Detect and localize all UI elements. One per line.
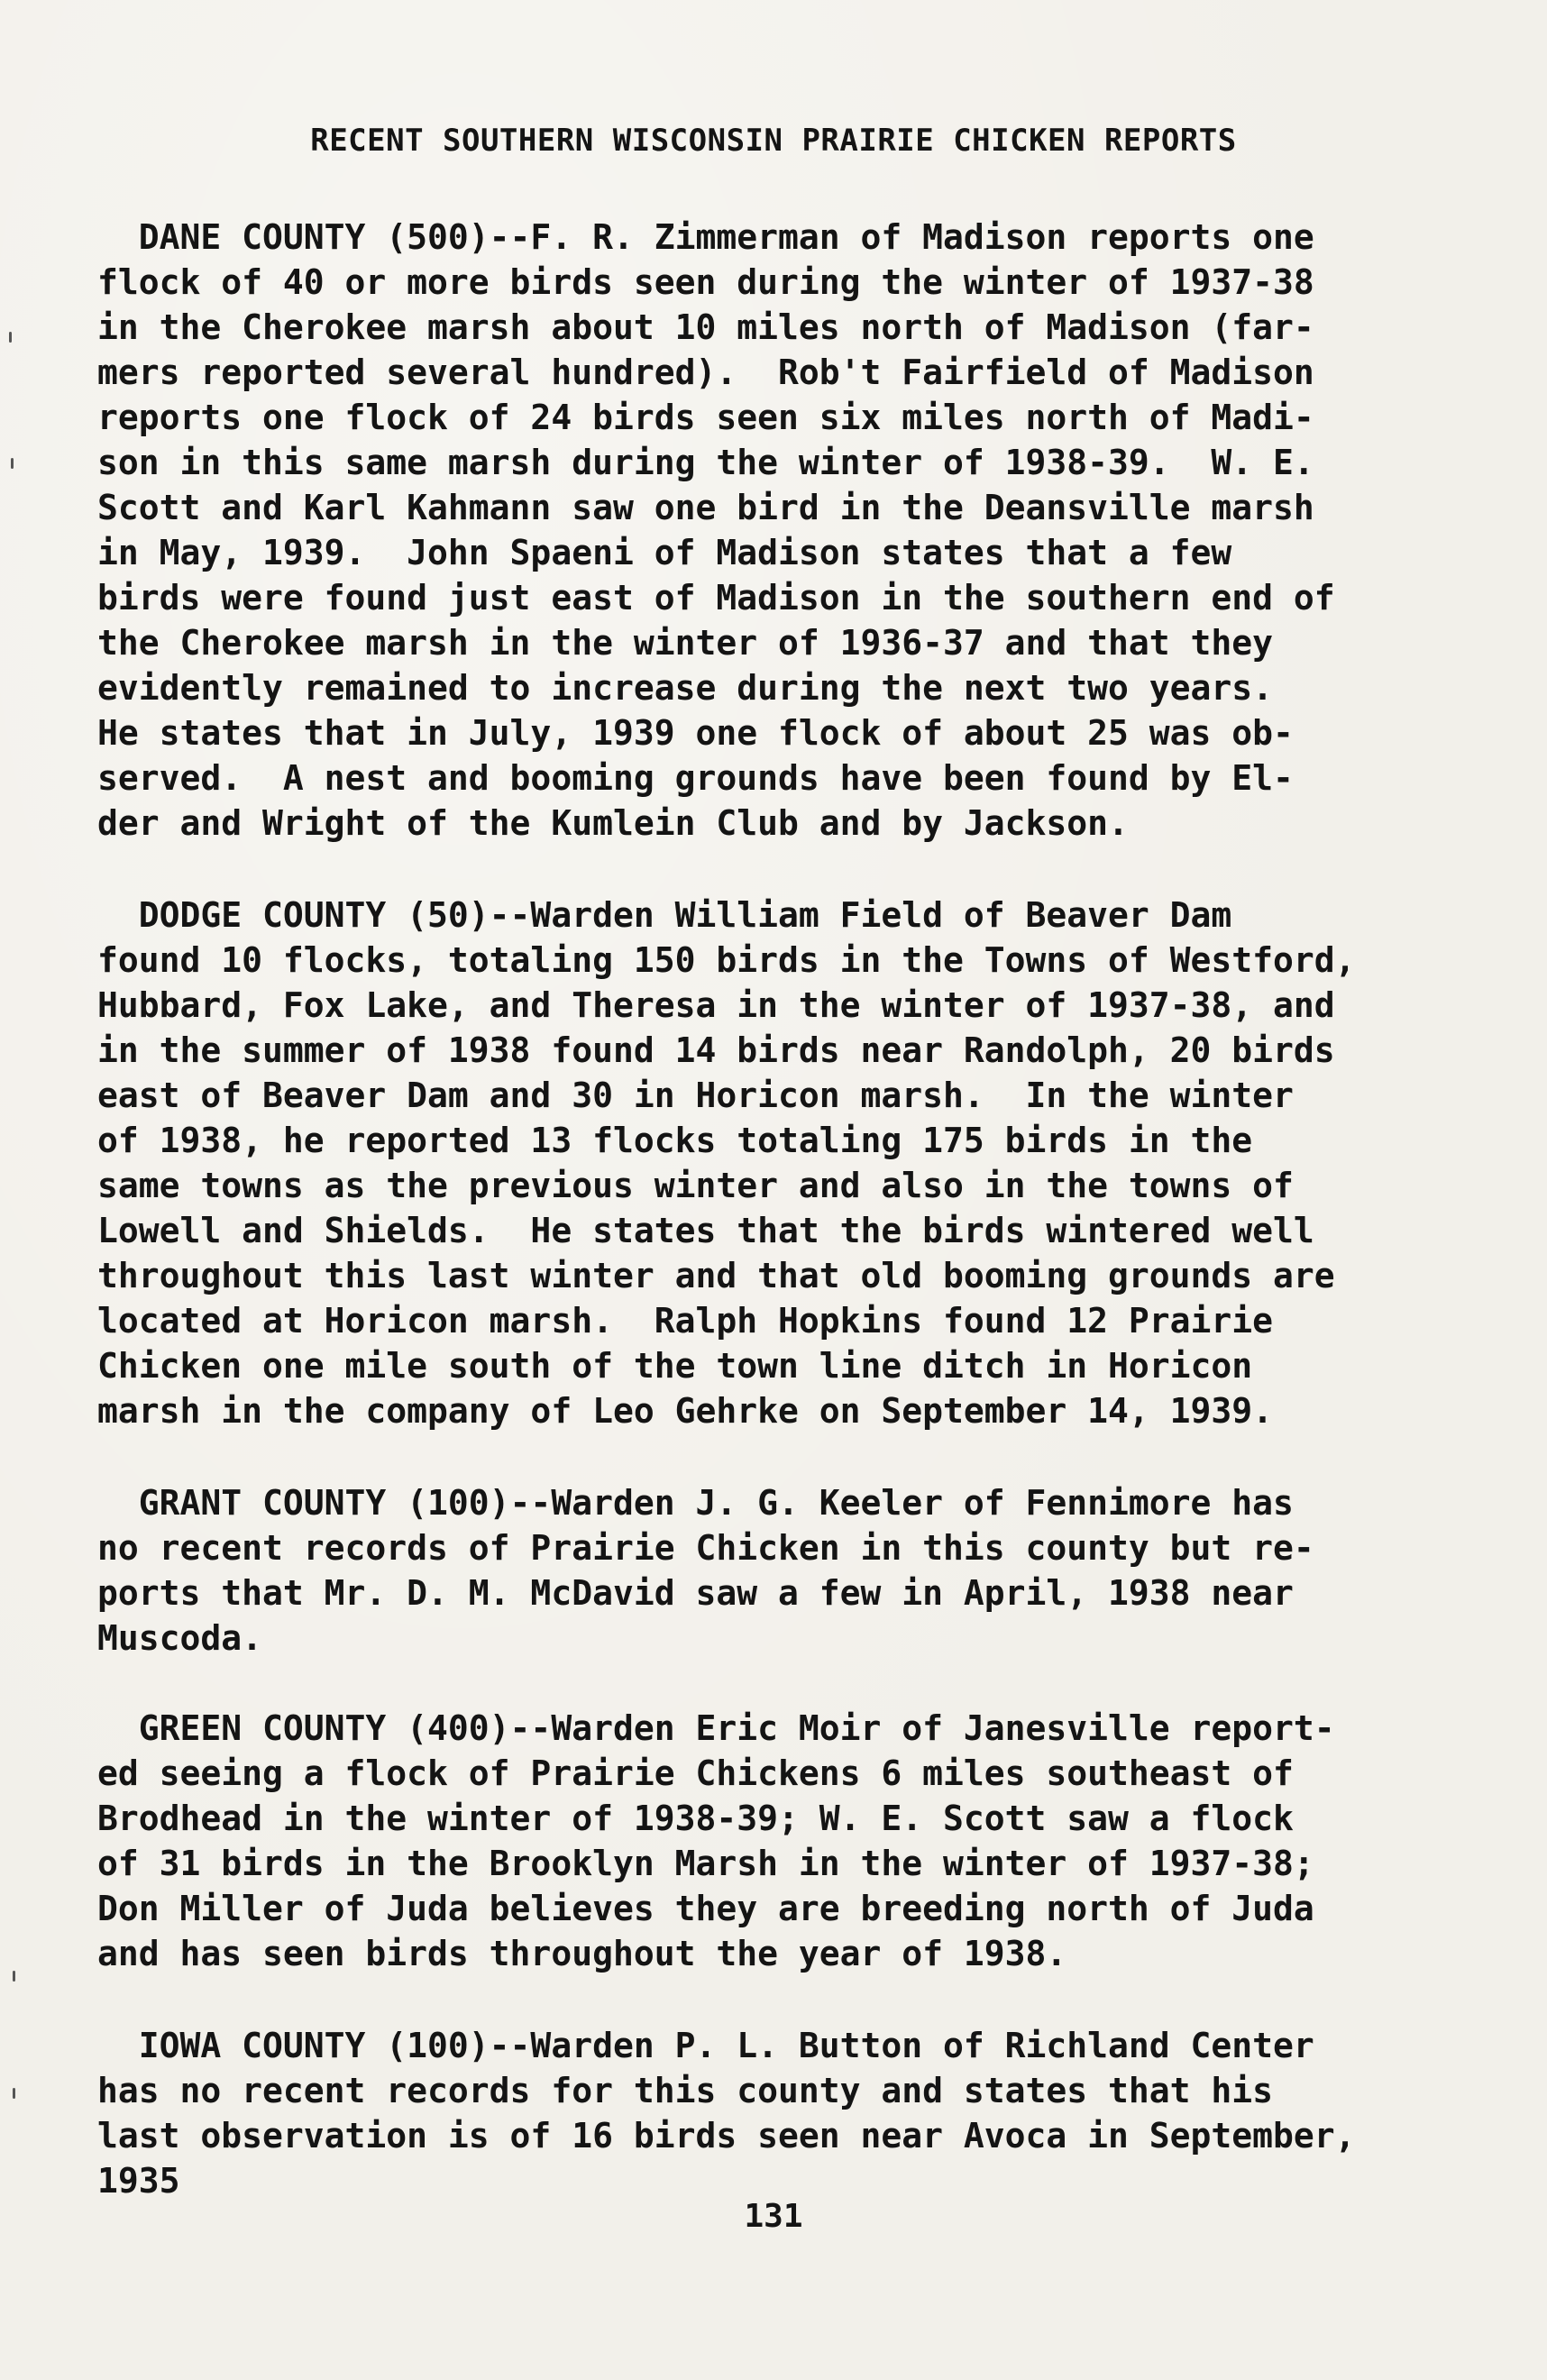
text-line: found 10 flocks, totaling 150 birds in the Towns of Westford,: [97, 940, 1356, 980]
text-line: the Cherokee marsh in the winter of 1936-37 and that they: [97, 623, 1274, 663]
text-line: Scott and Karl Kahmann saw one bird in the Deansville marsh: [97, 488, 1314, 527]
page-title: RECENT SOUTHERN WISCONSIN PRAIRIE CHICKEN REPORTS: [310, 123, 1237, 159]
text-line: Hubbard, Fox Lake, and Theresa in the winter of 1937-38, and: [97, 985, 1335, 1025]
text-line: has no recent records for this county and states that his: [97, 2071, 1274, 2110]
text-line: Muscoda.: [97, 1618, 263, 1658]
paragraph-green-county: [97, 1706, 1450, 1976]
page-number: 131: [744, 2198, 803, 2235]
text-line: birds were found just east of Madison in the southern end of: [97, 578, 1335, 618]
text-line: DANE COUNTY (500)--F. R. Zimmerman of Madison reports one: [97, 217, 1314, 257]
text-line: der and Wright of the Kumlein Club and by Jackson.: [97, 803, 1129, 843]
text-line: same towns as the previous winter and also in the towns of: [97, 1166, 1294, 1205]
text-line: flock of 40 or more birds seen during the winter of 1937-38: [97, 262, 1314, 302]
text-line: Lowell and Shields. He states that the birds wintered well: [97, 1211, 1314, 1250]
text-line: Brodhead in the winter of 1938-39; W. E. Scott saw a flock: [97, 1799, 1294, 1838]
text-line: last observation is of 16 birds seen near Avoca in September,: [97, 2116, 1356, 2156]
text-line: served. A nest and booming grounds have been found by El-: [97, 758, 1294, 798]
margin-mark: [13, 1971, 15, 1982]
text-line: located at Horicon marsh. Ralph Hopkins found 12 Prairie: [97, 1301, 1274, 1341]
text-line: GRANT COUNTY (100)--Warden J. G. Keeler of Fennimore has: [97, 1483, 1294, 1523]
margin-mark: [11, 458, 14, 469]
text-line: ed seeing a flock of Prairie Chickens 6 miles southeast of: [97, 1753, 1294, 1793]
margin-mark: [13, 2088, 15, 2099]
paragraph-grant-county: [97, 1480, 1450, 1661]
paragraph-dane-county: [97, 215, 1450, 846]
text-line: ports that Mr. D. M. McDavid saw a few in April, 1938 near: [97, 1573, 1294, 1613]
margin-mark: [9, 332, 12, 343]
text-line: DODGE COUNTY (50)--Warden William Field of Beaver Dam: [97, 895, 1232, 935]
text-line: evidently remained to increase during the next two years.: [97, 668, 1274, 708]
text-line: marsh in the company of Leo Gehrke on September 14, 1939.: [97, 1391, 1274, 1431]
text-line: son in this same marsh during the winter of 1938-39. W. E.: [97, 443, 1314, 482]
paragraph-dodge-county: [97, 892, 1450, 1433]
text-line: east of Beaver Dam and 30 in Horicon marsh. In the winter: [97, 1076, 1294, 1115]
paragraph-iowa-county: [97, 2023, 1450, 2203]
text-line: GREEN COUNTY (400)--Warden Eric Moir of Janesville report-: [97, 1708, 1335, 1748]
text-line: of 1938, he reported 13 flocks totaling 175 birds in the: [97, 1121, 1253, 1160]
text-line: of 31 birds in the Brooklyn Marsh in the winter of 1937-38;: [97, 1844, 1314, 1883]
text-line: 1935: [97, 2161, 180, 2201]
text-line: reports one flock of 24 birds seen six miles north of Madi-: [97, 398, 1314, 437]
text-line: throughout this last winter and that old booming grounds are: [97, 1256, 1335, 1295]
text-line: Don Miller of Juda believes they are breeding north of Juda: [97, 1889, 1314, 1928]
text-line: IOWA COUNTY (100)--Warden P. L. Button of Richland Center: [97, 2026, 1314, 2065]
text-line: Chicken one mile south of the town line ditch in Horicon: [97, 1346, 1253, 1386]
text-line: and has seen birds throughout the year of 1938.: [97, 1934, 1067, 1973]
text-line: no recent records of Prairie Chicken in this county but re-: [97, 1528, 1314, 1568]
text-line: in May, 1939. John Spaeni of Madison states that a few: [97, 533, 1232, 572]
text-line: in the Cherokee marsh about 10 miles north of Madison (far-: [97, 307, 1314, 347]
text-line: in the summer of 1938 found 14 birds near Randolph, 20 birds: [97, 1030, 1335, 1070]
text-line: mers reported several hundred). Rob't Fairfield of Madison: [97, 352, 1314, 392]
text-line: He states that in July, 1939 one flock of about 25 was ob-: [97, 713, 1294, 753]
